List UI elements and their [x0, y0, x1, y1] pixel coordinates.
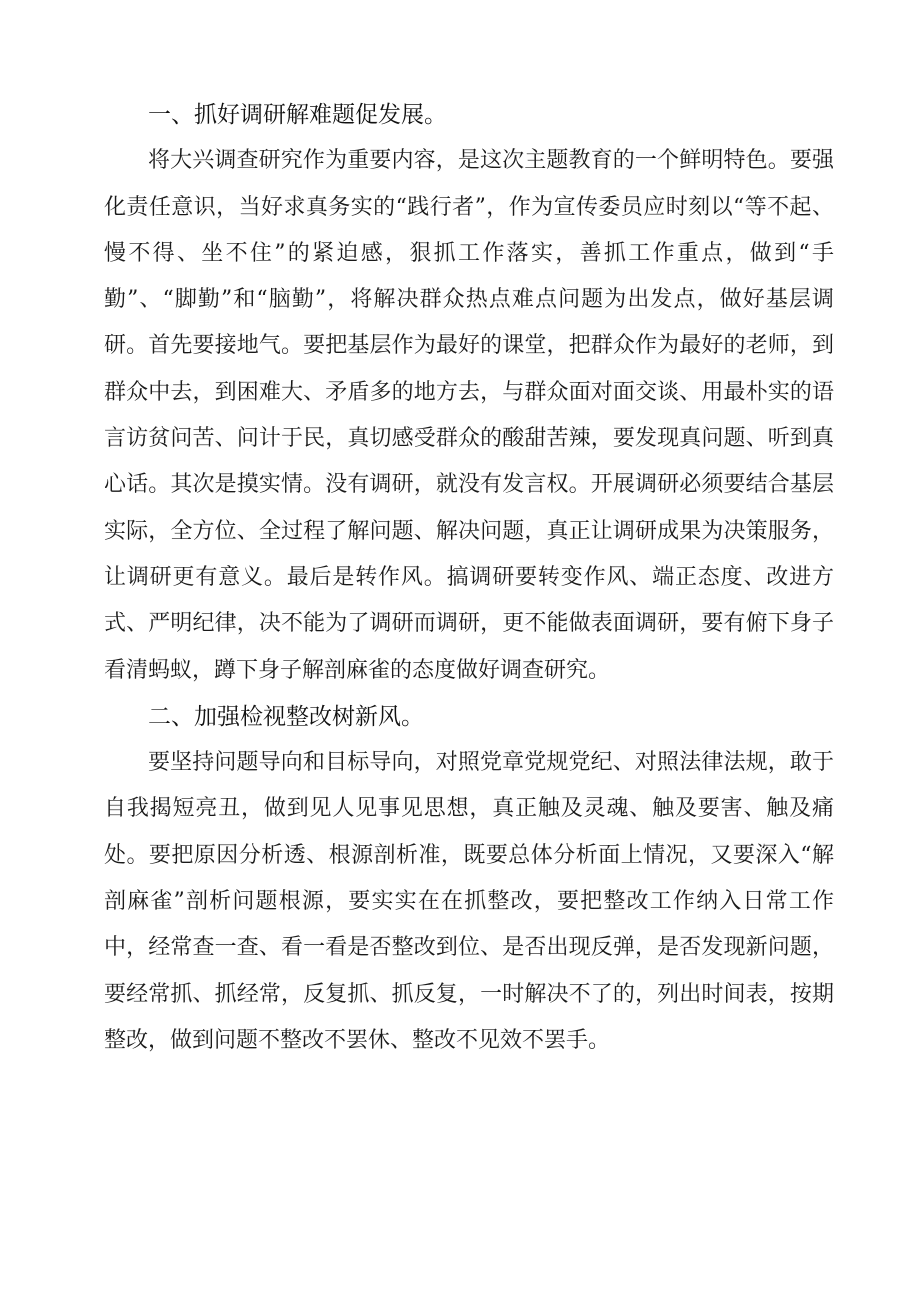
- section-1-paragraph: 将大兴调查研究作为重要内容，是这次主题教育的一个鲜明特色。要强化责任意识，当好求真务实的“践行者”，作为宣传委员应时刻以“等不起、慢不得、坐不住”的紧迫感，狠抓工作落实，善抓工作重点，做到“手勤”、“脚勤”和“脑勤”，将解决群众热点难点问题为出发点，做好基层调研。首先要接地气。要把基层作为最好的课堂，把群众作为最好的老师，到群众中去，到困难大、矛盾多的地方去，与群众面对面交谈、用最朴实的语言访贫问苦、问计于民，真切感受群众的酸甜苦辣，要发现真问题、听到真心话。其次是摸实情。没有调研，就没有发言权。开展调研必须要结合基层实际，全方位、全过程了解问题、解决问题，真正让调研成果为决策服务，让调研更有意义。最后是转作风。搞调研要转变作风、端正态度、改进方式、严明纪律，决不能为了调研而调研，更不能做表面调研，要有俯下身子看清蚂蚁，蹲下身子解剖麻雀的态度做好调查研究。: [104, 148, 834, 683]
- section-2-heading: 二、加强检视整改树新风。: [148, 703, 424, 730]
- document-body: [104, 92, 834, 1064]
- section-1-heading: 一、抓好调研解难题促发展。: [148, 102, 447, 128]
- section-2-paragraph: 要坚持问题导向和目标导向，对照党章党规党纪、对照法律法规，敢于自我揭短亮丑，做到见人见事见思想，真正触及灵魂、触及要害、触及痛处。要把原因分析透、根源剖析准，既要总体分析面上情况，又要深入“解剖麻雀”剖析问题根源，要实实在在抓整改，要把整改工作纳入日常工作中，经常查一查、看一看是否整改到位、是否出现反弹，是否发现新问题，要经常抓、抓经常，反复抓、抓反复，一时解决不了的，列出时间表，按期整改，做到问题不整改不罢休、整改不见效不罢手。: [104, 750, 834, 1053]
